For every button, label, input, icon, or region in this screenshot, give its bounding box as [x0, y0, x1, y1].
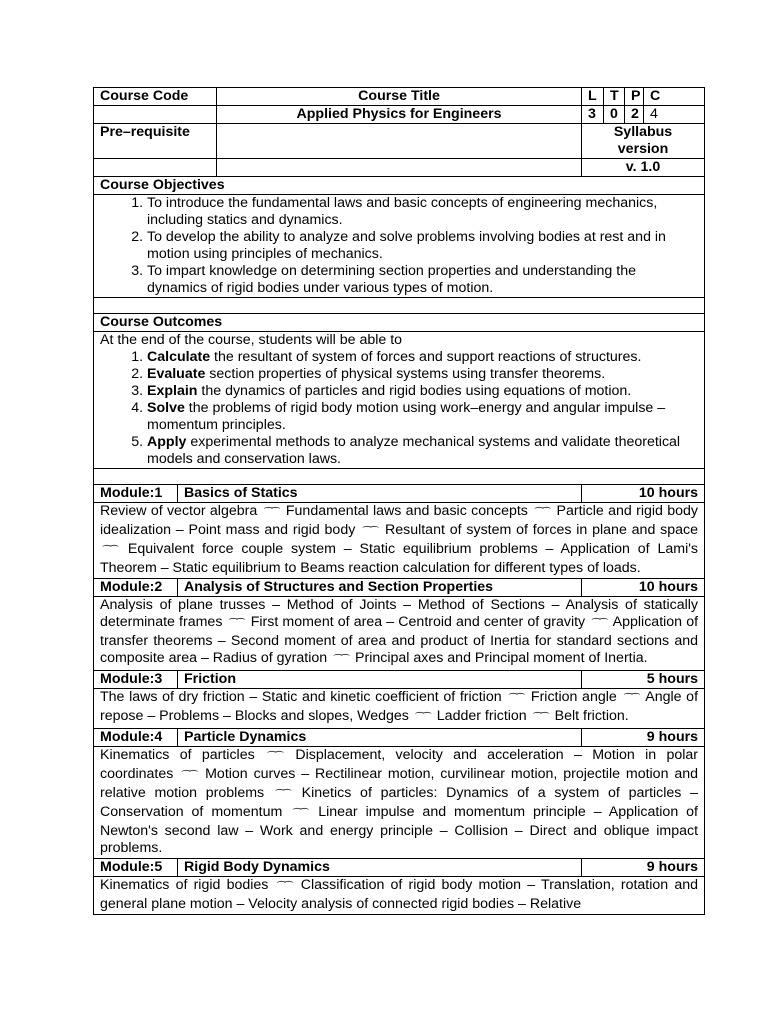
topic-separator-icon: ⁀⁀: [334, 655, 349, 666]
module-topic: Displacement, velocity and acceleration – Motion in polar coordinates: [100, 747, 699, 782]
ltpc-label-p: P: [625, 88, 644, 106]
prerequisite-label: Pre–requisite: [94, 124, 217, 159]
course-code-value: [94, 106, 217, 124]
module-body-row: [94, 689, 705, 729]
ltpc-label-t: T: [604, 88, 625, 106]
module-title: Particle Dynamics: [178, 729, 582, 747]
module-label: Module:1: [94, 485, 178, 503]
course-title-label: Course Title: [217, 88, 582, 106]
topic-separator-icon: ⁀⁀: [277, 882, 292, 893]
module-topic: Application of transfer theorems – Second moment of area and product of Inertia for standard sections and composite area – Radius of gyration: [100, 614, 699, 666]
spacer-row: [94, 298, 705, 314]
module-body-row: [94, 503, 705, 579]
module-body-row: [94, 747, 705, 859]
module-label: Module:4: [94, 729, 178, 747]
blank-cell: [94, 159, 217, 177]
topic-separator-icon: ⁀⁀: [293, 809, 308, 820]
topic-separator-icon: ⁀⁀: [229, 619, 244, 630]
module-title: Basics of Statics: [178, 485, 582, 503]
module-topic: Review of vector algebra: [100, 503, 258, 519]
module-hours: 5 hours: [582, 671, 705, 689]
module-header-row: [94, 671, 705, 689]
topic-separator-icon: ⁀⁀: [592, 619, 607, 630]
outcome-item: [147, 349, 698, 366]
module-topic: Analysis of plane trusses – Method of Joints – Method of Sections – Analysis of statically determinate frames: [100, 597, 699, 630]
course-title: Applied Physics for Engineers: [217, 106, 582, 124]
outcome-item: [147, 400, 698, 434]
module-topic: Principal axes and Principal moment of Inertia.: [355, 650, 648, 666]
module-content: [94, 747, 705, 859]
module-topic: Equivalent force couple system – Static equilibrium problems – Application of Lami's Theorem – Static equilibrium to Beams reaction calculation for different types of loads.: [100, 541, 699, 576]
module-content: [94, 503, 705, 579]
course-code-label: Course Code: [94, 88, 217, 106]
outcome-item: [147, 434, 698, 468]
syllabus-version-label: Syllabus version: [582, 124, 705, 159]
prerequisite-value: [217, 124, 582, 159]
objectives-heading: Course Objectives: [94, 177, 705, 195]
outcome-verb: Explain: [147, 383, 198, 399]
outcome-item: [147, 383, 698, 400]
module-label: Module:5: [94, 859, 178, 877]
outcome-verb: Apply: [147, 434, 187, 450]
module-header-row: [94, 485, 705, 503]
objective-item: 3. To impart knowledge on determining section properties and understanding the dynamics of rigid bodies under various types of motion.: [147, 263, 698, 297]
module-hours: 10 hours: [582, 579, 705, 597]
module-title: Rigid Body Dynamics: [178, 859, 582, 877]
module-body-row: [94, 597, 705, 671]
ltpc-value-c: 4: [644, 106, 705, 124]
ltpc-label-c: C: [644, 88, 705, 106]
topic-separator-icon: ⁀⁀: [102, 546, 118, 557]
topic-separator-icon: ⁀⁀: [363, 527, 378, 538]
module-label: Module:3: [94, 671, 178, 689]
module-topic: Motion curves – Rectilinear motion, curvilinear motion, projectile motion and relative motion problems: [100, 766, 699, 801]
topic-separator-icon: ⁀⁀: [415, 713, 430, 724]
module-topic: Kinematics of particles: [100, 747, 255, 763]
topic-separator-icon: ⁀⁀: [267, 752, 283, 763]
spacer-row: [94, 469, 705, 485]
outcomes-heading: Course Outcomes: [94, 314, 705, 332]
objectives-list: [100, 195, 698, 297]
module-hours: 10 hours: [582, 485, 705, 503]
topic-separator-icon: ⁀⁀: [275, 790, 290, 801]
syllabus-version: v. 1.0: [582, 159, 705, 177]
topic-separator-icon: ⁀⁀: [624, 694, 639, 705]
outcome-text: the dynamics of particles and rigid bodies using equations of motion.: [197, 383, 632, 399]
outcome-verb: Solve: [147, 400, 185, 416]
outcome-text: section properties of physical systems using transfer theorems.: [205, 366, 606, 382]
outcome-item: [147, 366, 698, 383]
outcomes-intro: At the end of the course, students will be able to: [100, 332, 403, 348]
syllabus-page: [93, 87, 704, 915]
module-content: [94, 597, 705, 671]
module-label: Module:2: [94, 579, 178, 597]
module-topic: Linear impulse and momentum principle – Application of Newton's second law – Work and energy principle – Collision – Direct and oblique impact problems.: [100, 804, 699, 856]
ltpc-label-l: L: [582, 88, 604, 106]
outcomes-list: [100, 349, 698, 468]
topic-separator-icon: ⁀⁀: [264, 508, 279, 519]
topic-separator-icon: ⁀⁀: [535, 508, 550, 519]
module-title: Friction: [178, 671, 582, 689]
module-topic: Belt friction.: [554, 708, 629, 724]
module-topic: Kinetics of particles: Dynamics of a system of particles – Conservation of momentum: [100, 785, 699, 820]
module-content: [94, 877, 705, 915]
outcome-text: experimental methods to analyze mechanical systems and validate theoretical models and conservation laws.: [147, 434, 681, 467]
syllabus-table: [93, 87, 705, 915]
outcome-text: the problems of rigid body motion using work–energy and angular impulse – momentum principles.: [147, 400, 666, 433]
ltpc-value-p: 2: [625, 106, 644, 124]
objectives-body: [94, 195, 705, 298]
module-topic: Kinematics of rigid bodies: [100, 877, 269, 893]
outcome-verb: Evaluate: [147, 366, 206, 382]
module-topic: Friction angle: [530, 689, 617, 705]
module-topic: Angle of repose – Problems – Blocks and slopes, Wedges: [100, 689, 699, 724]
module-header-row: [94, 729, 705, 747]
ltpc-value-l: 3: [582, 106, 604, 124]
module-topic: Resultant of system of forces in plane and space: [384, 522, 699, 538]
outcome-verb: Calculate: [147, 349, 211, 365]
topic-separator-icon: ⁀⁀: [533, 713, 548, 724]
module-topic: Classification of rigid body motion – Translation, rotation and general plane motion – Velocity analysis of connected rigid bodies – Relative: [100, 877, 699, 912]
outcomes-body: [94, 332, 705, 469]
objective-item: 2. To develop the ability to analyze and solve problems involving bodies at rest and in motion using principles of mechanics.: [147, 229, 698, 263]
module-topic: Fundamental laws and basic concepts: [285, 503, 528, 519]
module-body-row: [94, 877, 705, 915]
module-title: Analysis of Structures and Section Properties: [178, 579, 582, 597]
topic-separator-icon: ⁀⁀: [182, 771, 197, 782]
module-content: [94, 689, 705, 729]
blank-cell: [217, 159, 582, 177]
module-topic: Particle and rigid body idealization – Point mass and rigid body: [100, 503, 698, 538]
ltpc-value-t: 0: [604, 106, 625, 124]
module-header-row: [94, 859, 705, 877]
objective-item: 1. To introduce the fundamental laws and basic concepts of engineering mechanics, including statics and dynamics.: [147, 195, 698, 229]
outcome-text: the resultant of system of forces and support reactions of structures.: [210, 349, 642, 365]
module-hours: 9 hours: [582, 729, 705, 747]
module-header-row: [94, 579, 705, 597]
module-topic: The laws of dry friction – Static and kinetic coefficient of friction: [100, 689, 502, 705]
module-topic: First moment of area – Centroid and center of gravity: [250, 614, 586, 630]
module-topic: Ladder friction: [436, 708, 527, 724]
topic-separator-icon: ⁀⁀: [509, 694, 524, 705]
module-hours: 9 hours: [582, 859, 705, 877]
